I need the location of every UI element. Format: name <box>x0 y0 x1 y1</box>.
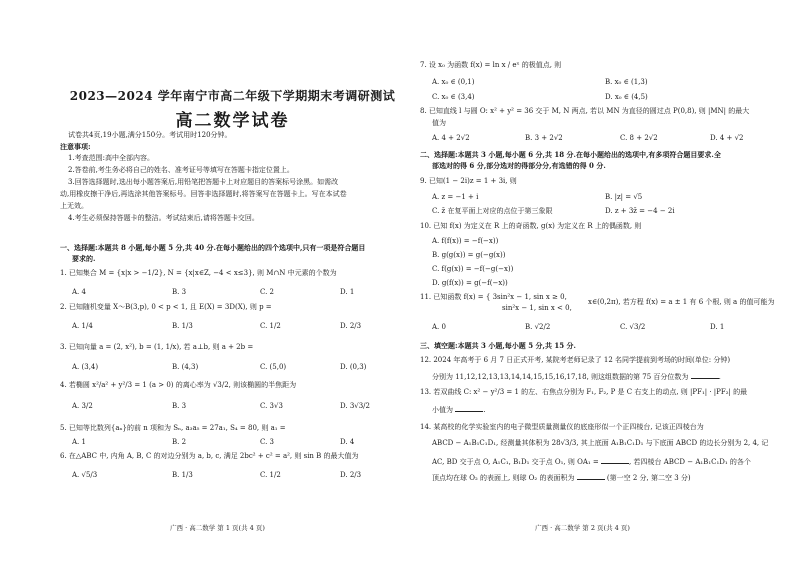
option-c: C. 3 <box>260 438 275 446</box>
notice-line: 4.考生必须保持答题卡的整洁。考试结束后,请将答题卡交回。 <box>68 214 259 222</box>
answer-blank[interactable] <box>601 456 629 464</box>
fill-question: 顶点均在球 O₂ 的表面上, 则球 O₂ 的表面积为 (第一空 2 分, 第二空 3 分) <box>432 474 691 482</box>
option-a: A. 1 <box>72 438 86 446</box>
fill-question: 12. 2024 年高考于 6 月 7 日正式开考, 某院考老师记录了 12 名同学提前到考场的时间(单位: 分钟) <box>420 356 731 364</box>
option-d: D. 4 + √2 <box>710 134 744 142</box>
section-heading: 三、填空题:本题共 3 小题,每小题 5 分,共 15 分. <box>420 341 576 350</box>
option-a: A. 1/4 <box>72 322 93 330</box>
notice-line: 3.回答选择题时,选出每小题答案后,用铅笔把答题卡上对应题目的答案标号涂黑。如需改 <box>68 178 339 186</box>
option-c: C. √3/2 <box>620 323 646 331</box>
page-footer: 广西 · 高二数学 第 2 页(共 4 页) <box>535 524 630 532</box>
question-stem-cont: x∈(0,2π), 若方程 f(x) = a ± 1 有 6 个根, 则 a 的值可能为 <box>588 298 775 306</box>
fill-question: 分别为 11,12,12,13,13,14,14,15,15,16,17,18, 则这组数据的第 75 百分位数为 . <box>432 373 721 381</box>
option-b: B. 1/3 <box>172 322 193 330</box>
question-stem: 8. 已知直线 l 与圆 O: x² + y² = 36 交于 M, N 两点, 若以 MN 为直径的圆过点 P(0,8), 则 |MN| 的最大 <box>420 107 750 115</box>
question-stem: 9. 已知(1 − 2i)z = 1 + 3i, 则 <box>420 177 517 185</box>
option-c: C. 2 <box>260 288 275 296</box>
option-c: C. z̄ 在复平面上对应的点位于第三象限 <box>432 207 553 215</box>
notice-line: 上无效。 <box>60 202 88 210</box>
fill-question: 14. 某高校的化学实验室内的电子微型质量测量仪的底座形似一个正四棱台, 记该正四棱台为 <box>420 423 704 431</box>
option-b: B. |z| = √5 <box>605 193 643 201</box>
notice-line: 动,用橡皮擦干净后,再选涂其他答案标号。回答非选择题时,将答案写在答题卡上。写在本试卷 <box>60 190 347 198</box>
option-d: D. x₀ ∈ (4,5) <box>605 93 648 101</box>
question-stem: 5. 已知等比数列{aₙ}的前 n 项和为 Sₙ, a₃a₅ = 27a₁, S₄ = 80, 则 a₁ = <box>60 424 286 432</box>
option-d: D. 3√3/2 <box>340 402 370 410</box>
option-c: C. 1/2 <box>260 322 281 330</box>
section-heading: 一、选择题:本题共 8 小题,每小题 5 分,共 40 分.在每小题给出的四个选项中,只有一项是符合题目 <box>60 243 366 252</box>
option-d: D. 2/3 <box>340 322 362 330</box>
question-stem-cont: 值为 <box>432 119 446 127</box>
section-heading: 要求的. <box>72 254 96 263</box>
intro-text: 试卷共4页,19小题,满分150分。考试用时120分钟。 <box>68 131 232 139</box>
option-c: C. (5,0) <box>260 363 287 371</box>
option-c: C. 3√3 <box>260 402 283 410</box>
question-stem: 7. 设 x₀ 为函数 f(x) = ln x / eˣ 的极值点, 则 <box>420 61 562 69</box>
notice-line: 2.答卷前,考生务必将自己的姓名、准考证号等填写在答题卡指定位置上。 <box>68 166 294 174</box>
option-b: B. g(g(x)) = g(−g(x)) <box>432 251 506 259</box>
section-heading: 二、选择题:本题共 3 小题,每小题 6 分,共 18 分.在每小题给出的选项中,有多项符合题目要求.全 <box>420 150 721 159</box>
question-stem: 3. 已知向量 a = (2, x²), b = (1, 1/x), 若 a⊥b, 则 a + 2b = <box>60 343 254 351</box>
exam-title: 2023—2024 学年南宁市高二年级下学期期末考调研测试 <box>69 89 396 103</box>
option-b: B. √2/2 <box>525 323 551 331</box>
option-a: A. √5/3 <box>72 471 98 479</box>
right-page <box>420 0 780 562</box>
option-d: D. 1 <box>340 288 355 296</box>
option-a: A. 4 <box>72 288 86 296</box>
option-a: A. 0 <box>432 323 446 331</box>
option-d: D. 1 <box>710 323 725 331</box>
fill-question: AC, BD 交于点 O, A₁C₁, B₁D₁ 交于点 O₁, 则 OA₁ = , 若四棱台 ABCD − A₁B₁C₁D₁ 的各个 <box>432 458 751 466</box>
option-d: D. z + 3z̄ = −4 − 2i <box>605 207 675 215</box>
option-b: B. x₀ ∈ (1,3) <box>605 78 648 86</box>
option-a: A. 3/2 <box>72 402 93 410</box>
option-b: B. 1/3 <box>172 471 193 479</box>
option-d: D. g(f(x)) = g(−f(−x)) <box>432 279 508 287</box>
left-page <box>60 0 405 562</box>
question-stem-cont: sin²x − 1, sin x < 0, <box>502 304 572 312</box>
question-stem: 11. 已知函数 f(x) = { 3sin²x − 1, sin x ≥ 0, <box>420 293 567 301</box>
question-stem: 6. 在△ABC 中, 内角 A, B, C 的对边分别为 a, b, c, 满足 2bc² + c² = a², 则 sin B 的最大值为 <box>60 452 359 460</box>
option-b: B. 2 <box>172 438 187 446</box>
page-footer: 广西 · 高二数学 第 1 页(共 4 页) <box>170 524 265 532</box>
question-stem: 1. 已知集合 M = {x|x > −1/2}, N = {x|x∈Z, −4 < x≤3}, 则 M∩N 中元素的个数为 <box>60 269 337 277</box>
option-a: A. 4 + 2√2 <box>432 134 470 142</box>
answer-blank[interactable] <box>577 472 605 480</box>
answer-blank[interactable] <box>455 404 483 412</box>
fill-question: 13. 若双曲线 C: x² − y²/3 = 1 的左、右焦点分别为 F₁, F₂, P 是 C 右支上的动点, 则 |PF₁| · |PF₂| 的最 <box>420 388 748 396</box>
question-stem: 10. 已知 f(x) 为定义在 R 上的奇函数, g(x) 为定义在 R 上的偶函数, 则 <box>420 222 642 230</box>
option-c: C. 8 + 2√2 <box>620 134 658 142</box>
fill-question: ABCD − A₁B₁C₁D₁, 经测量其体积为 28√3/3, 其上底面 A₁B₁C₁D₁ 与下底面 ABCD 的边长分别为 2, 4, 记 <box>432 439 769 447</box>
notice-line: 1.考查范围:高中全部内容。 <box>68 154 155 162</box>
question-stem: 4. 若椭圆 x²/a² + y²/3 = 1 (a > 0) 的离心率为 √3/2, 则该椭圆的半焦距为 <box>60 381 297 389</box>
option-b: B. 3 + 2√2 <box>525 134 563 142</box>
option-b: B. (4,3) <box>172 363 199 371</box>
option-a: A. x₀ ∈ (0,1) <box>432 78 475 86</box>
option-c: C. 1/2 <box>260 471 281 479</box>
option-d: D. 4 <box>340 438 355 446</box>
option-d: D. 2/3 <box>340 471 362 479</box>
option-b: B. 3 <box>172 288 187 296</box>
option-a: A. f(f(x)) = −f(−x)) <box>432 237 499 245</box>
option-d: D. (0,3) <box>340 363 367 371</box>
answer-blank[interactable] <box>691 371 719 379</box>
section-heading: 部选对的得 6 分,部分选对的得部分分,有选错的得 0 分. <box>432 161 606 170</box>
option-c: C. f(g(x)) = −f(−g(−x)) <box>432 265 514 273</box>
notice-heading: 注意事项: <box>60 142 91 151</box>
option-a: A. (3,4) <box>72 363 99 371</box>
exam-subtitle: 高二数学试卷 <box>175 111 290 131</box>
option-a: A. z = −1 + i <box>432 193 479 201</box>
fill-question: 小值为 . <box>432 406 486 414</box>
option-b: B. 3 <box>172 402 187 410</box>
option-c: C. x₀ ∈ (3,4) <box>432 93 475 101</box>
question-stem: 2. 已知随机变量 X～B(3,p), 0 < p < 1, 且 E(X) = 3D(X), 则 p = <box>60 303 272 311</box>
